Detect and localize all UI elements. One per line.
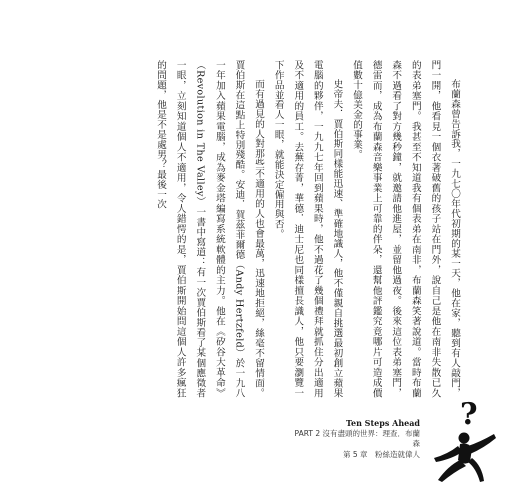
- paragraph: 而有過見的人對那些不適用的人也會最萬，迅速地拒絕，絲毫不留情面。賈伯斯在這點上特別殘酷。安迪．賀茲菲爾德（Andy Hertzfeld）於一九八一年加入蘋果電腦，成為麥金塔編寫系統軟體的主力。他在《矽谷大革命》（Revolution in The Valley）一書中寫道：有一次賈伯斯看了某個應徵者一眼，立刻知道個人不適用，令人錯愕的是，賈伯斯開始問這個人許多瘋狂的問題，他是不是處男？最後一次: [155, 60, 265, 398]
- part-heading: PART 2 沒有盡頭的世界：理查．布蘭森: [294, 428, 420, 448]
- question-mark-glyph: ?: [460, 397, 478, 432]
- series-title: Ten Steps Ahead: [345, 418, 420, 428]
- chapter-heading: 第 5 章 粉絲造就偉人: [342, 449, 420, 459]
- page-footer: [292, 418, 420, 460]
- figure-arm-left: [434, 446, 462, 462]
- paragraph: 史帝夫．賈伯斯同樣能迅速、準確地識人，他不僅親自挑選最初創立蘋果電腦的夥伴，一九九七年回到蘋果時，他不過花了幾個禮拜就抓住分出適用及不適用的員工。去蕪存菁，華德．迪士尼也同樣擅長識人，他只要瀏覽一下作品並看人一眼，就能決定僱用與否。: [272, 60, 343, 398]
- paragraph: 布蘭森曾告訴我，一九七〇年代初期的某一天，他在家，聽到有人敲門，門一開，他看見一個衣著破舊的孩子站在門外，說自己是他在南非失散已久的表弟塞門。我甚至不知道我有個表弟在南非，布蘭森笑著說道。當時布蘭森不過看了對方幾秒鐘，就邀請他進屋，並留他過夜。後來這位表弟塞門，德雷而，成為布蘭森音樂事業上可靠的伴朵，還幫他評鑑究竟哪片可造成價值數十億美金的事業。: [351, 60, 460, 398]
- figure-leg-right: [468, 458, 484, 482]
- body-text: [46, 60, 464, 398]
- figure-head: [459, 433, 470, 444]
- figure-leg-left: [438, 460, 466, 482]
- leaping-figure-question-mark-icon: [424, 396, 504, 486]
- figure-arm-right: [468, 434, 496, 454]
